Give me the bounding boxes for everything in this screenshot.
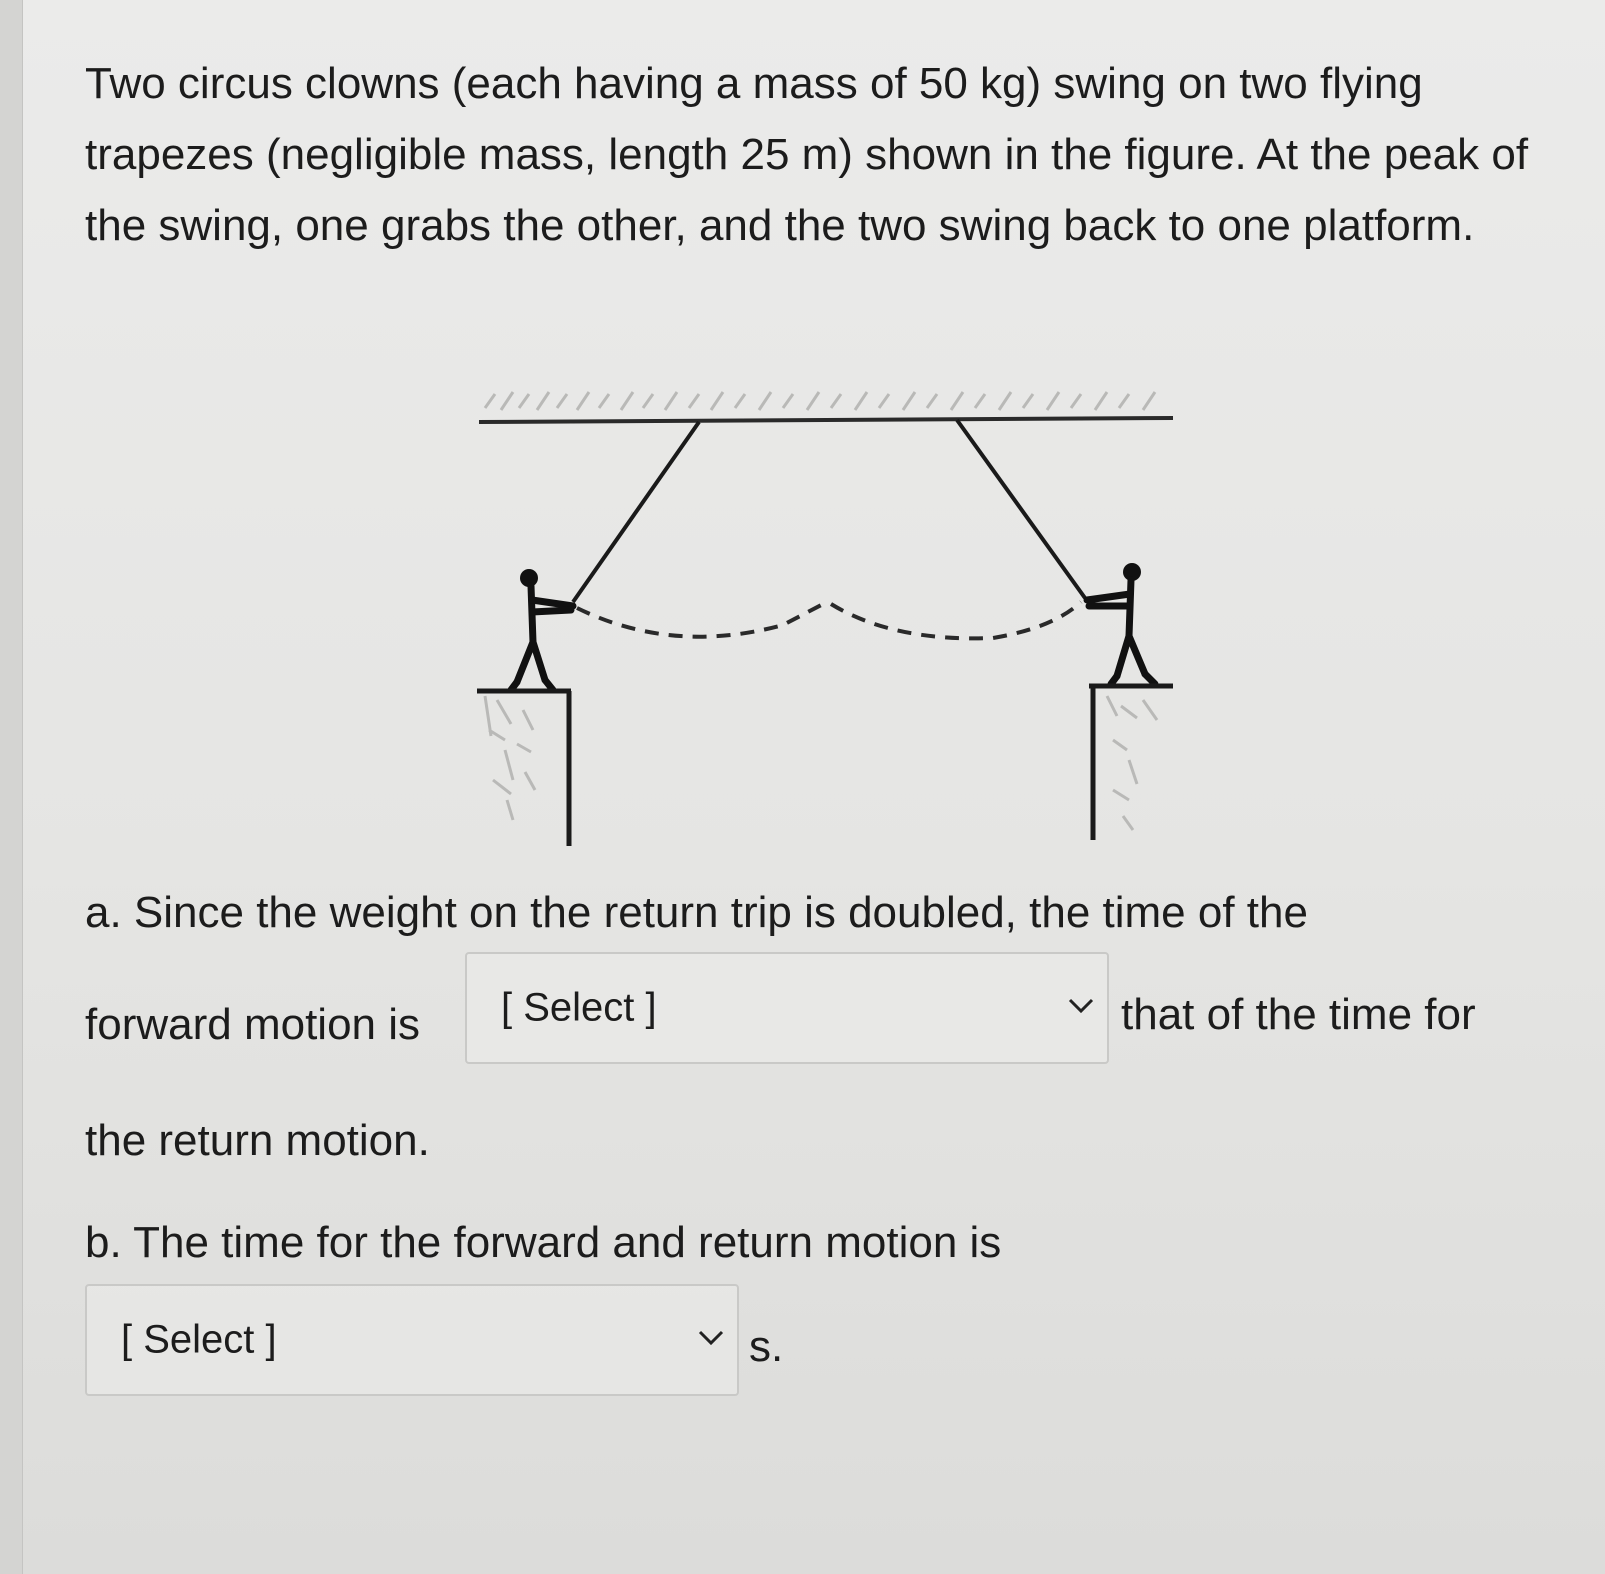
part-a-line1: a. Since the weight on the return trip is doubled, the time of the [85, 888, 1308, 937]
question-prompt: Two circus clowns (each having a mass of 50 kg) swing on two flying trapezes (negligible mass, length 25 m) shown in the figure. At the peak of the swing, one grabs the other, and the two swing back to one platform. [85, 59, 1529, 250]
chevron-down-icon [1067, 996, 1095, 1016]
ceiling-hatch [485, 392, 1155, 410]
left-trapeze-rope [573, 422, 699, 602]
part-b-dropdown[interactable] [85, 1284, 739, 1396]
part-a-after-select: that of the time for [1121, 990, 1476, 1039]
right-platform [1089, 686, 1173, 840]
part-b-line1: b. The time for the forward and return motion is [85, 1218, 1002, 1267]
chevron-down-icon [697, 1328, 725, 1348]
part-a-line3: the return motion. [85, 1116, 430, 1165]
swing-path-left [577, 602, 827, 637]
swing-path-right [831, 602, 1081, 638]
quiz-question-panel [22, 0, 1605, 1574]
trapeze-figure [453, 380, 1173, 860]
part-a-dropdown-value: [ Select ] [501, 985, 657, 1030]
left-clown [511, 569, 573, 690]
right-trapeze-rope [957, 420, 1085, 598]
part-a-dropdown[interactable] [465, 952, 1109, 1064]
part-b-dropdown-value: [ Select ] [121, 1317, 277, 1362]
part-b-unit: s. [749, 1322, 784, 1371]
right-clown [1087, 563, 1155, 684]
left-platform [477, 691, 571, 846]
ceiling-line [479, 418, 1173, 422]
part-a-before-select: forward motion is [85, 1000, 421, 1049]
